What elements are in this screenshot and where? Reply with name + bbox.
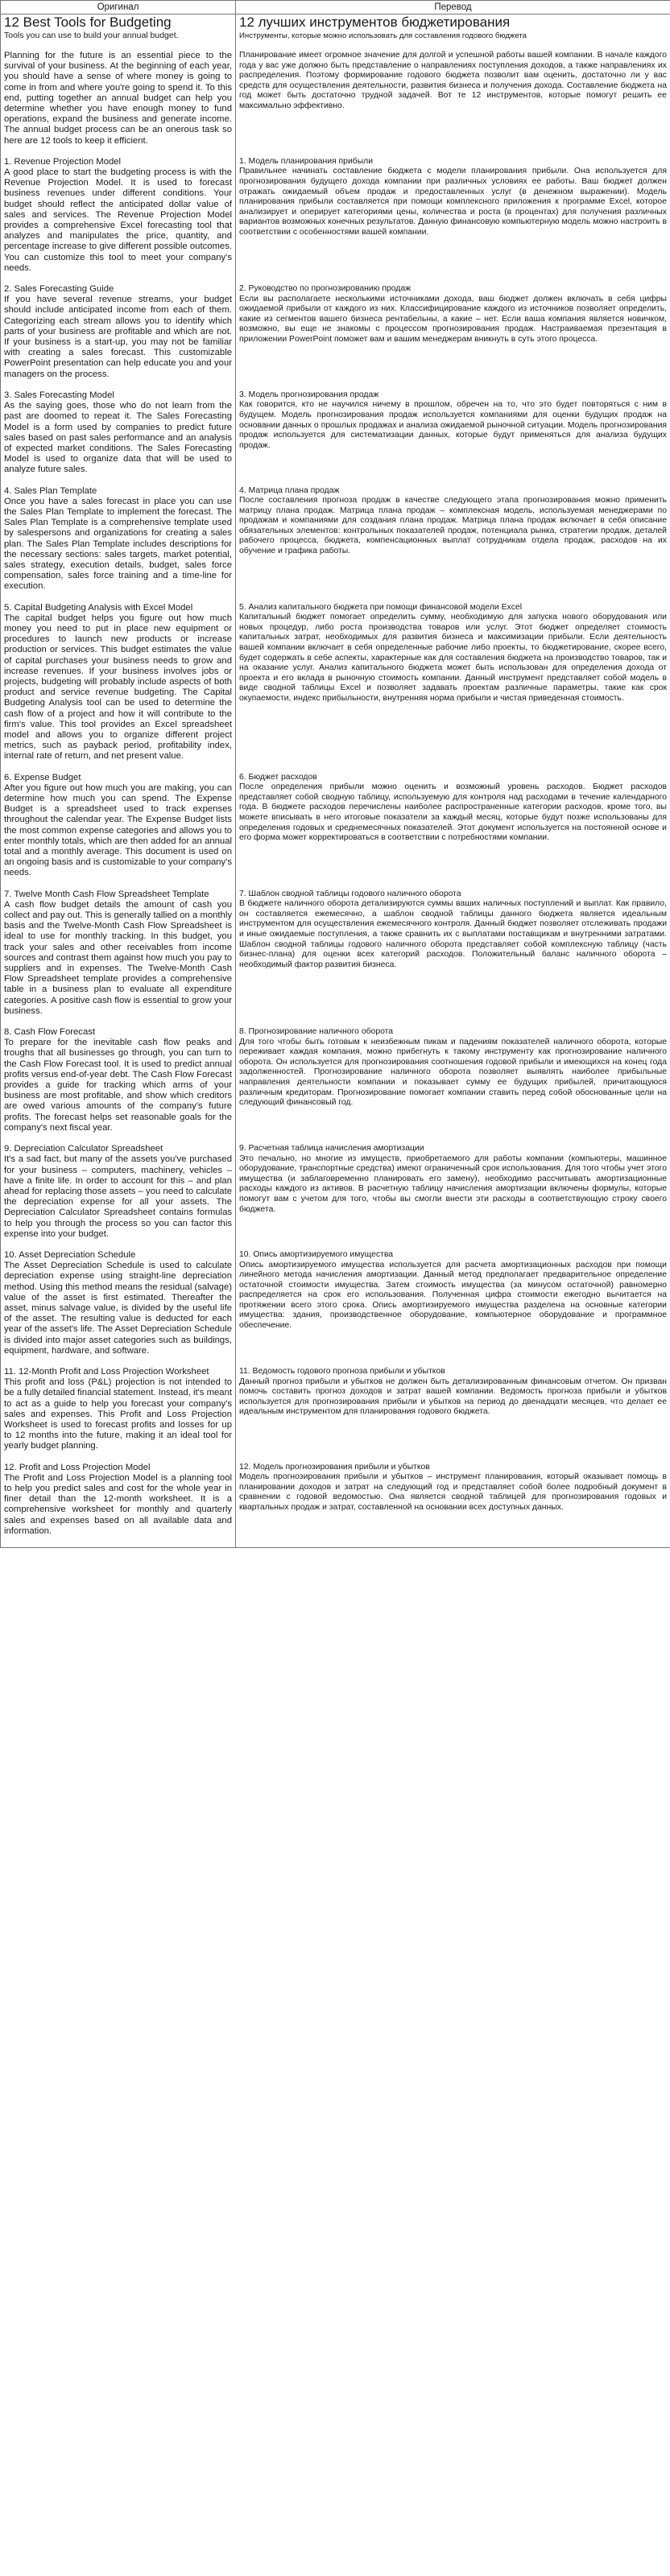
section-body-translation: После определения прибыли можно оценить и возможный уровень расходов. Бюджет расходов представляет собой сводную таблицу, используемую для контроля над расходами в течение календарного года. В бюджете расходов перечислены наиболее распространенные категории расходов, кроме того, вы можете вписывать в него итоговые показатели за каждый месяц, которые будут позже использованы для определения годовых и среднемесячных показателей. Этот документ используется на постоянной основе и его форма может корректироваться в соответствии с потребностями компании. bbox=[239, 782, 667, 843]
translation-cell bbox=[236, 603, 670, 773]
document-subtitle-original: Tools you can use to build your annual budget. bbox=[4, 31, 179, 40]
section-body-translation: После составления прогноза продаж в качестве следующего этапа прогнозирования можно применить матрицу плана продаж. Матрица плана продаж – комплексная модель, используемая менеджерами по продажам и компаниями для создания плана продаж. Матрица плана продаж включает в себя описание обязательных элементов: контрольных показателей продаж, потенциала рынка, стратегии продаж, деталей рабочего процесса, бюджета, компенсационных выплат сотрудникам отдела продаж, расходов на их обучение и графика работы. bbox=[239, 496, 667, 556]
translation-cell bbox=[236, 1144, 670, 1250]
section-body-translation: Как говорится, кто не научился ничему в прошлом, обречен на то, что это будет повторяться с ним в будущем. Модель прогнозирования продаж используется компаниями для оценки будущих продаж на основании данных о прошлых продажах и анализа ожидаемой рыночной ситуации. Модель прогнозирования продаж используется для систематизации данных, которые будут применяться для анализа будущих продаж. bbox=[239, 400, 667, 450]
translation-cell bbox=[236, 486, 670, 603]
translation-cell bbox=[236, 1027, 670, 1144]
section-body-original: As the saying goes, those who do not learn from the past are doomed to repeat it. The Sales Forecasting Model is a form used by companies to predict future sales based on past sales performance and an analysis of expected market conditions. The Sales Forecasting Model is used to organize data that will be used to analyze future sales. bbox=[4, 401, 232, 475]
section-title-translation: 6. Бюджет расходов bbox=[239, 772, 317, 782]
section-body-translation: Капитальный бюджет помогает определить сумму, необходимую для запуска нового оборудования или новых процедур, либо роста производства товаров или услуг. Этот бюджет определяет стоимость капитальных затрат, необходимых для развития бизнеса и максимизации прибыли. Если деятельность вашей компании включает в себя определенные рабочие либо проекты, то бюджетирование, скорее всего, будет содержать в себе аспекты, характерные как для составления бюджета на производство товаров, так и на оказание услуг. Анализ капитального бюджета может быть использован для определения дохода от проекта и его вклада в рыночную стоимость компании. Данный инструмент представляет собой модель в виде сводной таблицы Excel и позволяет задавать проектам различные параметры, такие как срок окупаемости, индекс прибыльности, внутренняя норма прибыли и чистая приведенная стоимость. bbox=[239, 613, 667, 703]
translation-cell bbox=[236, 773, 670, 890]
original-cell bbox=[1, 890, 236, 1027]
section-body-translation: Модель прогнозирования прибыли и убытков – инструмент планирования, который оказывает помощь в планировании доходов и затрат на следующий год и представляет собой более подробный документ в сравнении с годовой ведомостью. Она является сводной таблицей для прогнозирования годовых и квартальных продаж и затрат, составленной на основании всех доступных данных. bbox=[239, 1472, 667, 1512]
translation-cell bbox=[236, 890, 670, 1027]
section-body-translation: Опись амортизируемого имущества используется для расчета амортизационных расходов при помощи линейного метода начисления амортизации. Данный метод предполагает предварительное определение остаточной стоимости имущества. Затем стоимость имущества (за минусом остаточной) равномерно распределяется на срок его использования. Полученная цифра стоимости ежегодно вычитается на протяжении всего этого срока. Опись амортизируемого имущества разделена на основные категории имущества: здания, производственное оборудование, компьютерное оборудование и программное обеспечение. bbox=[239, 1260, 667, 1331]
original-cell bbox=[1, 1027, 236, 1144]
section-body-translation: Если вы располагаете несколькими источниками дохода, ваш бюджет должен включать в себя цифры ожидаемой прибыли от каждого из них. Классифицирование каждого из источников позволяет определить, какие из сегментов вашего бизнеса рентабельны, а какие – нет. Если ваша компания является новичком, возможно, вы еще не знакомы с процессом прогнозирования продаж. Настраиваемая презентация в приложении PowerPoint поможет вам и вашим менеджерам вникнуть в суть этого процесса. bbox=[239, 294, 667, 345]
translation-cell bbox=[236, 390, 670, 486]
original-title-cell bbox=[1, 14, 236, 157]
section-body-translation: Правильнее начинать составление бюджета с модели планирования прибыли. Она используется для прогнозирования будущего дохода компании при различных условиях ее работы. Ваш бюджет должен отражать ожидаемый объем продаж и предоставленных услуг (в денежном выражении). Модель планирования прибыли составляется при помощи комплексного приложения к программе Excel, которое анализирует и оперирует категориями цены, количества и роста (в процентах) для получения различных вариантов возможных конечных результатов. Данную финансовую компьютерную модель можно настроить в соответствии с особенностями вашей компании. bbox=[239, 167, 667, 237]
intro-original: Planning for the future is an essential piece to the survival of your business. At the beginning of each year, you should have a sense of where money is going to come in from and where you're going to spend it. To this end, putting together an annual budget can help you determine whether you have enough money to fund operations, expand the business and generate income. The annual budget process can be an onerous task so here are 12 tools to keep it efficient. bbox=[4, 51, 232, 146]
document-subtitle-translation: Инструменты, которые можно использовать для составления годового бюджета bbox=[239, 31, 527, 40]
section-row bbox=[1, 890, 670, 1027]
section-title-original: 3. Sales Forecasting Model bbox=[4, 390, 114, 400]
translation-cell bbox=[236, 1367, 670, 1463]
section-row bbox=[1, 1027, 670, 1144]
section-row bbox=[1, 390, 670, 486]
section-row bbox=[1, 1367, 670, 1463]
original-cell bbox=[1, 157, 236, 284]
section-title-translation: 9. Расчетная таблица начисления амортизации bbox=[239, 1144, 424, 1154]
section-body-translation: Для того чтобы быть готовым к неизбежным пикам и падениям показателей наличного оборота, которые переживает каждая компания, можно прибегнуть к такому инструменту как прогнозирование наличного оборота. Он используется для прогнозирования соотношения годовой прибыли и имеющихся на конец года задолженностей. Прогнозирование наличного оборота позволяет выявлять наиболее прибыльные направления деятельности компании и показывает сумму ее будущих прибылей, причитающуюся различным кредиторам. Прогнозирование помогает компании ставить перед собой обоснованные цели на следующий финансовый год. bbox=[239, 1037, 667, 1108]
original-cell bbox=[1, 603, 236, 773]
section-title-original: 4. Sales Plan Template bbox=[4, 485, 97, 496]
section-row bbox=[1, 284, 670, 390]
translation-cell bbox=[236, 284, 670, 390]
section-title-translation: 7. Шаблон сводной таблицы годового наличного оборота bbox=[239, 889, 461, 898]
original-cell bbox=[1, 486, 236, 603]
original-cell bbox=[1, 1144, 236, 1250]
section-title-original: 8. Cash Flow Forecast bbox=[4, 1027, 96, 1038]
original-cell bbox=[1, 390, 236, 486]
section-title-translation: 1. Модель планирования прибыли bbox=[239, 156, 374, 166]
section-title-translation: 3. Модель прогнозирования продаж bbox=[239, 390, 379, 399]
section-title-original: 6. Expense Budget bbox=[4, 772, 81, 782]
section-row bbox=[1, 603, 670, 773]
section-row bbox=[1, 1250, 670, 1367]
section-title-original: 12. Profit and Loss Projection Model bbox=[4, 1462, 151, 1472]
section-body-original: If you have several revenue streams, your budget should include anticipated income from each of them. Categorizing each stream allows you to identify which parts of your business are profitable and which are not. If your business is a start-up, you may not be familiar with creating a sales forecast. This customizable PowerPoint presentation can help educate you and your managers on the process. bbox=[4, 295, 232, 379]
section-body-original: To prepare for the inevitable cash flow peaks and troughs that all businesses go through, you can turn to the Cash Flow Forecast tool. It is used to predict annual profits versus end-of-year debt. The Cash Flow Forecast provides a guide for tracking which arms of your business are most profitable, and show which creditors are owed various amounts of the company's future profits. The forecast helps set reasonable goals for the company's next fiscal year. bbox=[4, 1038, 232, 1133]
section-body-original: Once you have a sales forecast in place you can use the Sales Plan Template to implement the forecast. The Sales Plan Template is a comprehensive template used by salespersons and organizations for creating a sales plan. The Sales Plan Template includes descriptions for the necessary sections: sales targets, market potential, sales strategy, execution details, budget, sales force compensation, sales force training and a time-line for execution. bbox=[4, 496, 232, 592]
section-title-original: 2. Sales Forecasting Guide bbox=[4, 284, 114, 295]
original-cell bbox=[1, 1367, 236, 1463]
section-title-translation: 5. Анализ капитального бюджета при помощи финансовой модели Excel bbox=[239, 602, 523, 612]
section-body-original: The Asset Depreciation Schedule is used to calculate depreciation expense using straight-line depreciation method. Using this method means the residual (salvage) value of the asset is first estimated. Thereafter the asset, minus salvage value, is divided by the useful life of the asset. The resulting value is deducted for each year of the asset's life. The Asset Depreciation Schedule is divided into major asset categories such as buildings, equipment, hardware, and software. bbox=[4, 1261, 232, 1356]
section-title-translation: 4. Матрица плана продаж bbox=[239, 485, 340, 495]
section-body-original: The capital budget helps you figure out how much money you need to put in place new equipment or procedures to launch new products or increase production or services. This budget estimates the value of capital purchases your business needs to grow and increase revenues. If your business involves jobs or projects, budgeting will probably include aspects of both product and service revenue budgeting. The Capital Budgeting Analysis tool can be used to determine the cash flow of a project and how it will contribute to the firm's value. This tool provides an Excel spreadsheet model and allows you to organize different project metrics, such as payback period, profitability index, internal rate of return, and net present value. bbox=[4, 613, 232, 762]
section-body-original: A good place to start the budgeting process is with the Revenue Projection Model. It is used to forecast business revenues under different conditions. Your budget should reflect the anticipated dollar value of sales and services. The Revenue Projection Model provides a comprehensive Excel forecasting tool that analyzes and manipulates the price, quantity, and percentage increase to give different possible outcomes. You can customize this tool to meet your company's needs. bbox=[4, 167, 232, 273]
intro-translation: Планирование имеет огромное значение для долгой и успешной работы вашей компании. В начале каждого года у вас уже должно быть представление о направлениях поступления доходов, а также направлениях их распределения. Поэтому формирование годового бюджета позволит вам оценить, достаточно ли у вас средств для осуществления деятельности, развития бизнеса и получения дохода. Составление бюджета на год может быть достаточно трудной задачей. Вот те 12 инструментов, которые помогут решить ее максимально эффективно. bbox=[239, 51, 667, 110]
section-title-translation: 11. Ведомость годового прогноза прибыли и убытков bbox=[239, 1366, 445, 1376]
section-body-original: It's a sad fact, but many of the assets you've purchased for your business – computers, machinery, vehicles – have a finite life. In order to account for this – and plan ahead for replacing those assets – you need to calculate the depreciation expense for all your assets. The Depreciation Calculator Spreadsheet contains formulas to help you through the process so you can factor this expense into your budget. bbox=[4, 1154, 232, 1239]
section-body-translation: Это печально, но многие из имуществ, приобретаемого для работы компании (компьютеры, машинное оборудование, транспортные средства) имеют ограниченный срок использования. Для того чтобы учет этого имущества (и заблаговременно планировать его замену), необходимо рассчитывать амортизационные расходы каждого из активов. В расчетную таблицу начисления амортизации включены формулы, которые помогут вам с учетом для того, чтобы вы смогли внести эти расходы в соответствующую строку своего бюджета. bbox=[239, 1154, 667, 1214]
section-body-original: The Profit and Loss Projection Model is a planning tool to help you predict sales and cost for the whole year in finer detail than the 12-month worksheet. It is a comprehensive worksheet for monthly and quarterly sales and expenses based on all available data and information. bbox=[4, 1472, 232, 1536]
section-row bbox=[1, 157, 670, 284]
section-body-translation: В бюджете наличного оборота детализируются суммы ваших наличных поступлений и выплат. Как правило, он составляется ежемесячно, а шаблон сводной таблицы данного бюджета является идеальным инструментом для осуществления ежемесячного контроля. Данный бюджет позволяет отслеживать продажи и иные ожидаемые поступления, а также сравнить их с выплатами поставщикам и внутренними затратами. Шаблон сводной таблицы годового наличного оборота представляет собой комплексную таблицу (часть бизнес-плана) для оценки всех категорий расходов. Положительный баланс наличного оборота – необходимый фактор развития бизнеса. bbox=[239, 899, 667, 969]
section-row bbox=[1, 486, 670, 603]
section-row bbox=[1, 1463, 670, 1548]
original-cell bbox=[1, 1250, 236, 1367]
section-title-translation: 10. Опись амортизируемого имущества bbox=[239, 1249, 393, 1259]
section-title-translation: 2. Руководство по прогнозированию продаж bbox=[239, 284, 412, 294]
original-cell bbox=[1, 284, 236, 390]
section-title-original: 9. Depreciation Calculator Spreadsheet bbox=[4, 1144, 163, 1154]
column-header-translation: Перевод bbox=[236, 1, 670, 14]
section-title-original: 5. Capital Budgeting Analysis with Excel Model bbox=[4, 602, 193, 613]
section-row bbox=[1, 773, 670, 890]
section-row bbox=[1, 1144, 670, 1250]
translation-cell bbox=[236, 1250, 670, 1367]
section-title-original: 11. 12-Month Profit and Loss Projection Worksheet bbox=[4, 1366, 209, 1377]
section-body-original: After you figure out how much you are making, you can determine how much you can spend. The Expense Budget is a spreadsheet used to track expenses throughout the calendar year. The Expense Budget lists the most common expense categories and allows you to enter monthly totals, which are then added for an annual total and a monthly average. This document is used on an ongoing basis and is customizable to your company's needs. bbox=[4, 782, 232, 878]
section-body-translation: Данный прогноз прибыли и убытков не должен быть детализированным финансовым отчетом. Он призван помочь составить прогноз доходов и затрат вашей компании. Ведомость прогноза прибыли и убытков используется для прогнозирования прибыли и убытков на период до двенадцати месяцев, что делает ее идеальным инструментом для планирования годового бюджета. bbox=[239, 1377, 667, 1417]
translation-cell bbox=[236, 1463, 670, 1548]
section-title-original: 10. Asset Depreciation Schedule bbox=[4, 1249, 136, 1260]
section-title-original: 7. Twelve Month Cash Flow Spreadsheet Template bbox=[4, 889, 209, 899]
section-body-original: This profit and loss (P&L) projection is not intended to be a fully detailed financial statement. Instead, it's meant to act as a guide to help you forecast your company's sales and expenses. This Profit and Loss Projection Worksheet is used to forecast profits and losses for up to 12 months into the future, making it an ideal tool for yearly budget planning. bbox=[4, 1377, 232, 1451]
translation-cell bbox=[236, 157, 670, 284]
original-cell bbox=[1, 773, 236, 890]
column-header-original: Оригинал bbox=[1, 1, 236, 14]
section-title-translation: 8. Прогнозирование наличного оборота bbox=[239, 1027, 394, 1037]
section-title-original: 1. Revenue Projection Model bbox=[4, 156, 122, 167]
document-title-translation: 12 лучших инструментов бюджетирования bbox=[239, 14, 511, 30]
document-title-original: 12 Best Tools for Budgeting bbox=[4, 14, 172, 30]
original-cell bbox=[1, 1463, 236, 1548]
section-body-original: A cash flow budget details the amount of cash you collect and pay out. This is generally tallied on a monthly basis and the Twelve-Month Cash Flow Spreadsheet is ideal to use for monthly tracking. In this budget, you track your sales and other receivables from income sources and contrast them against how much you pay to suppliers and in expenses. The Twelve-Month Cash Flow Spreadsheet template provides a comprehensive table in a business plan to evaluate all expenditure categories. A positive cash flow is essential to grow your business. bbox=[4, 899, 232, 1016]
translation-title-cell bbox=[236, 14, 670, 157]
section-title-translation: 12. Модель прогнозирования прибыли и убытков bbox=[239, 1462, 430, 1472]
